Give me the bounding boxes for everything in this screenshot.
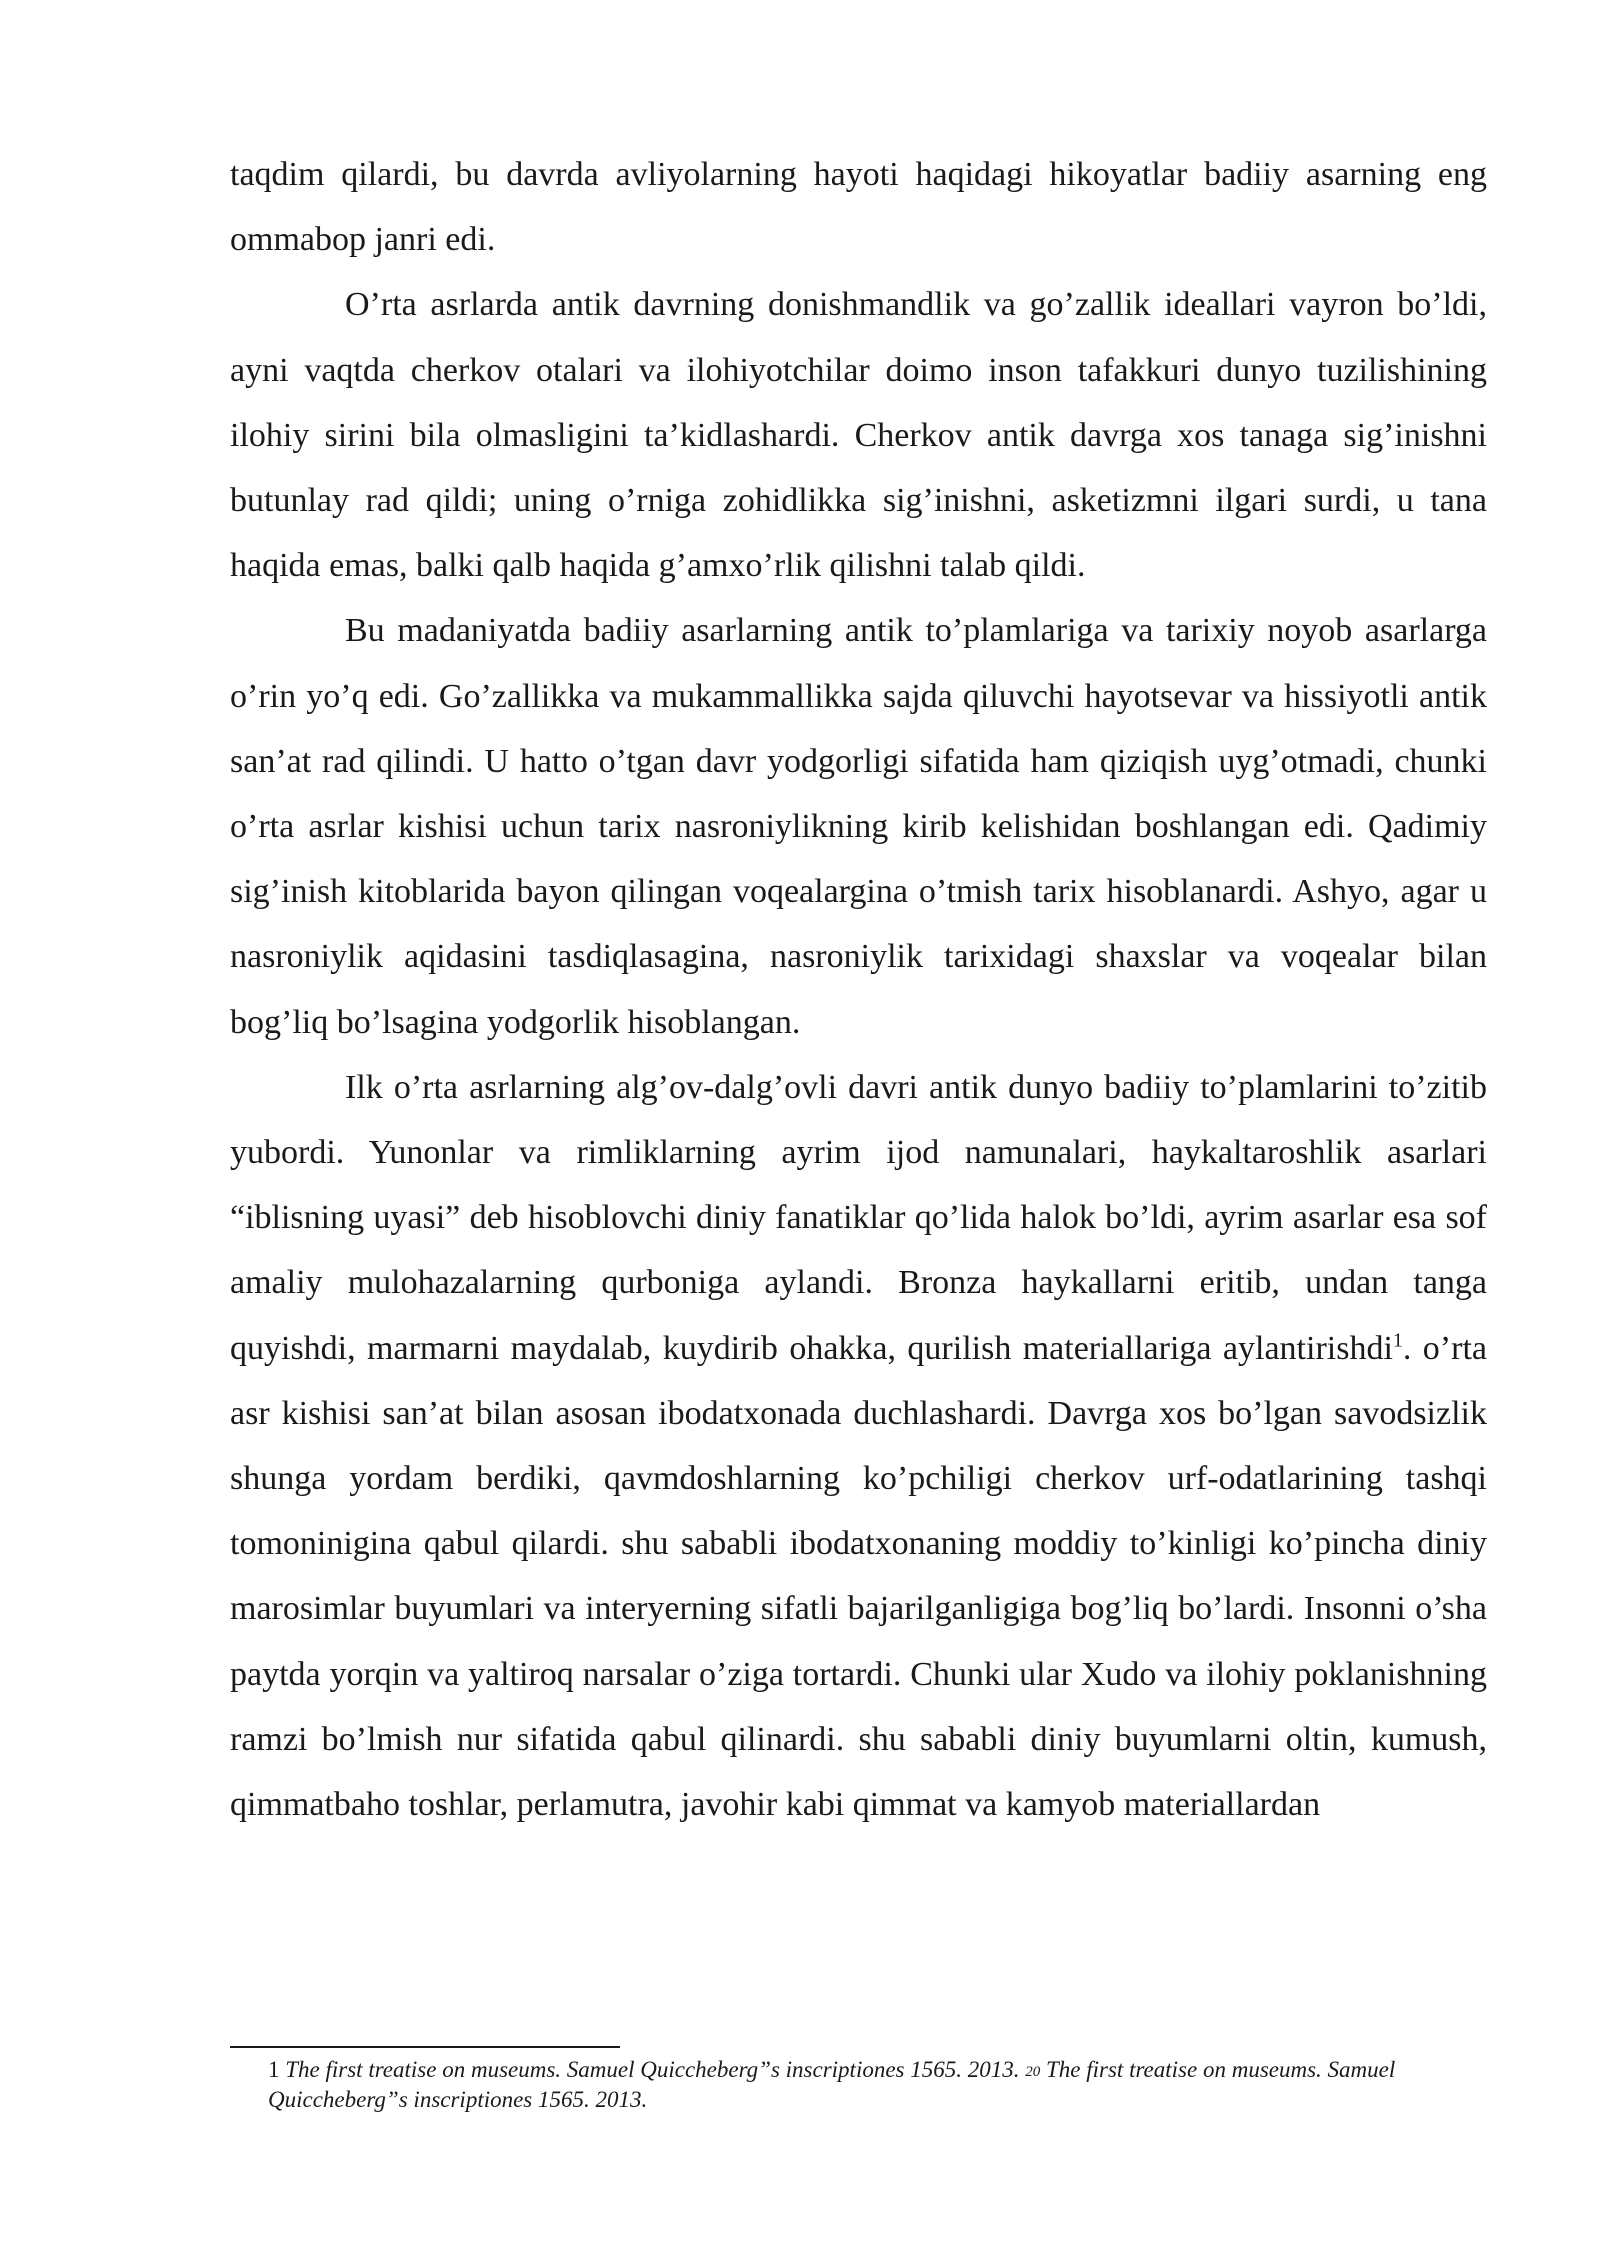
- footnote-number: 1: [268, 2057, 280, 2082]
- paragraph-middle-ages-ideals: O’rta asrlarda antik davrning donishmandlik va go’zallik ideallari vayron bo’ldi, ayni vaqtda cherkov otalari va ilohiyotchilar doimo inson tafakkuri dunyo tuzilishining ilohiy sirini bila olmasligini ta’kidlashardi. Cherkov antik davrga xos tanaga sig’inishni butunlay rad qildi; uning o’rniga zohidlikka sig’inishni, asketizmni ilgari surdi, u tana haqida emas, balki qalb haqida g’amxo’rlik qilishni talab qildi.: [230, 286, 1487, 585]
- footnote-text-a: The first treatise on museums. Samuel Quiccheberg”s inscriptiones 1565. 2013.: [285, 2057, 1020, 2082]
- footnote-small-number: 20: [1025, 2064, 1041, 2080]
- paragraph-antique-collections: Bu madaniyatda badiiy asarlarning antik to’plamlariga va tarixiy noyob asarlarga o’rin yo’q edi. Go’zallikka va mukammallikka sajda qiluvchi hayotsevar va hissiyotli antik san’at rad qilindi. U hatto o’tgan davr yodgorligi sifatida ham qiziqish uyg’otmadi, chunki o’rta asrlar kishisi uchun tarix nasroniylikning kirib kelishidan boshlangan edi. Qadimiy sig’inish kitoblarida bayon qilingan voqealargina o’tmish tarix hisoblanardi. Ashyo, agar u nasroniylik aqidasini tasdiqlasagina, nasroniylik tarixidagi shaxslar va voqealar bilan bog’liq bo’lsagina yodgorlik hisoblangan.: [230, 612, 1487, 1041]
- paragraph-early-middle-ages: [230, 1055, 1487, 1837]
- paragraph-text-after-ref: . o’rta asr kishisi san’at bilan asosan ibodatxonada duchlashardi. Davrga xos bo’lgan savodsizlik shunga yordam berdiki, qavmdoshlarning ko’pchiligi cherkov urf-odatlarining tashqi tomoninigina qabul qilardi. shu sababli ibodatxonaning moddiy to’kinligi ko’pincha diniy marosimlar buyumlari va interyerning sifatli bajarilganligiga bog’liq bo’lardi. Insonni o’sha paytda yorqin va yaltiroq narsalar o’ziga tortardi. Chunki ular Xudo va ilohiy poklanishning ramzi bo’lmish nur sifatida qabul qilinardi. shu sababli diniy buyumlarni oltin, kumush, qimmatbaho toshlar, perlamutra, javohir kabi qimmat va kamyob materiallardan: [230, 1329, 1487, 1824]
- footnote-text-b: The first treatise on museums. Samuel Quiccheberg”s inscriptiones 1565. 2013.: [268, 2057, 1396, 2112]
- paragraph-text-before-ref: Ilk o’rta asrlarning alg’ov-dalg’ovli davri antik dunyo badiiy to’plamlarini to’zitib yubordi. Yunonlar va rimliklarning ayrim ijod namunalari, haykaltaroshlik asarlari “iblisning uyasi” deb hisoblovchi diniy fanatiklar qo’lida halok bo’ldi, ayrim asarlar esa sof amaliy mulohazalarning qurboniga aylandi. Bronza haykallarni eritib, undan tanga quyishdi, marmarni maydalab, kuydirib ohakka, qurilish materiallariga aylantirishdi: [230, 1068, 1487, 1367]
- footnote-reference[interactable]: 1: [1392, 1329, 1403, 1352]
- footnote-divider: [230, 2046, 620, 2048]
- footnote: [268, 2056, 1438, 2113]
- page-body: [230, 142, 1487, 1837]
- paragraph-continuation: taqdim qilardi, bu davrda avliyolarning hayoti haqidagi hikoyatlar badiiy asarning eng ommabop janri edi.: [230, 156, 1487, 259]
